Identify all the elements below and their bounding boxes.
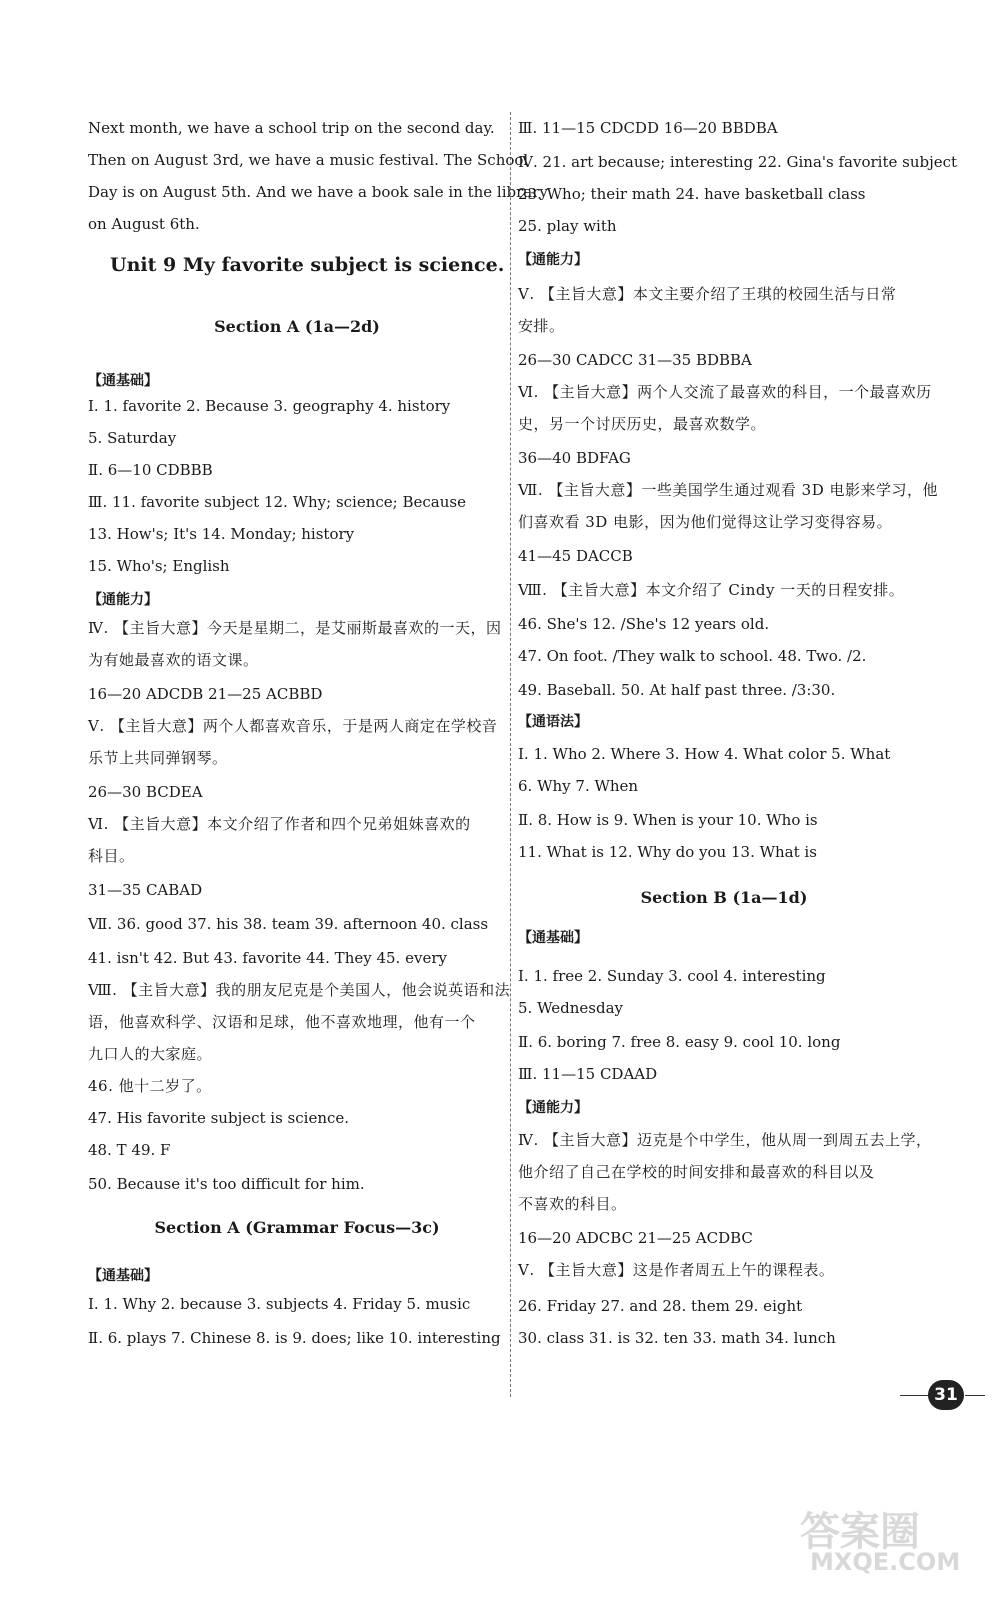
col-left-line-13: 【通能力】 xyxy=(88,592,158,608)
col-left-line-0: Next month, we have a school trip on the second day. xyxy=(88,119,495,137)
col-left-line-33: 【通基础】 xyxy=(88,1268,158,1284)
watermark-url: MXQE.COM xyxy=(810,1548,961,1576)
col-right-line-10: 36—40 BDFAG xyxy=(518,449,631,467)
col-right-line-0: Ⅲ. 11—15 CDCDD 16—20 BBDBA xyxy=(518,119,778,137)
col-left-line-16: 16—20 ADCDB 21—25 ACBBD xyxy=(88,685,323,703)
col-right-line-9: 史，另一个讨厌历史，最喜欢数学。 xyxy=(518,415,767,433)
col-left-line-22: 31—35 CABAD xyxy=(88,881,203,899)
col-right-line-32: 不喜欢的科目。 xyxy=(518,1195,627,1213)
footer-rule-left xyxy=(900,1395,928,1396)
col-right-line-20: 6. Why 7. When xyxy=(518,777,639,795)
col-right-line-26: 5. Wednesday xyxy=(518,999,624,1017)
col-left-line-3: on August 6th. xyxy=(88,215,200,233)
col-right-line-19: Ⅰ. 1. Who 2. Where 3. How 4. What color 5. What xyxy=(518,745,891,763)
col-left-line-25: Ⅷ. 【主旨大意】我的朋友尼克是个美国人，他会说英语和法 xyxy=(88,981,511,999)
col-right-line-30: Ⅳ. 【主旨大意】迈克是个中学生，他从周一到周五去上学， xyxy=(518,1131,932,1149)
right-column xyxy=(518,118,958,1600)
col-left-line-28: 46. 他十二岁了。 xyxy=(88,1077,212,1095)
col-right-line-6: 安排。 xyxy=(518,317,565,335)
col-right-line-14: Ⅷ. 【主旨大意】本文介绍了 Cindy 一天的日程安排。 xyxy=(518,581,905,599)
col-right-line-12: 们喜欢看 3D 电影，因为他们觉得这让学习变得容易。 xyxy=(518,513,893,531)
col-left-line-30: 48. T 49. F xyxy=(88,1141,171,1159)
col-right-line-8: Ⅵ. 【主旨大意】两个人交流了最喜欢的科目，一个最喜欢历 xyxy=(518,383,932,401)
col-left-line-18: 乐节上共同弹钢琴。 xyxy=(88,749,228,767)
col-left-line-11: 13. How's; It's 14. Monday; history xyxy=(88,525,355,543)
col-left-line-9: Ⅱ. 6—10 CDBBB xyxy=(88,461,213,479)
col-left-line-10: Ⅲ. 11. favorite subject 12. Why; science; Because xyxy=(88,493,466,511)
col-left-line-35: Ⅱ. 6. plays 7. Chinese 8. is 9. does; like 10. interesting xyxy=(88,1329,501,1347)
col-left-line-2: Day is on August 5th. And we have a book sale in the library xyxy=(88,183,548,201)
col-right-line-36: 30. class 31. is 32. ten 33. math 34. lunch xyxy=(518,1329,836,1347)
col-left-line-20: Ⅵ. 【主旨大意】本文介绍了作者和四个兄弟姐妹喜欢的 xyxy=(88,815,471,833)
col-right-line-29: 【通能力】 xyxy=(518,1100,588,1116)
col-left-line-31: 50. Because it's too difficult for him. xyxy=(88,1175,365,1193)
col-right-line-5: Ⅴ. 【主旨大意】本文主要介绍了王琪的校园生活与日常 xyxy=(518,285,897,303)
page-number: 31 xyxy=(928,1380,964,1410)
col-right-line-11: Ⅶ. 【主旨大意】一些美国学生通过观看 3D 电影来学习，他 xyxy=(518,481,939,499)
col-right-line-35: 26. Friday 27. and 28. them 29. eight xyxy=(518,1297,803,1315)
col-right-line-24: 【通基础】 xyxy=(518,930,588,946)
col-right-line-23: Section B (1a—1d) xyxy=(640,888,808,907)
footer-rule-right xyxy=(965,1395,985,1396)
col-left-line-34: Ⅰ. 1. Why 2. because 3. subjects 4. Friday 5. music xyxy=(88,1295,471,1313)
col-left-line-19: 26—30 BCDEA xyxy=(88,783,203,801)
col-left-line-24: 41. isn't 42. But 43. favorite 44. They 45. every xyxy=(88,949,447,967)
col-right-line-16: 47. On foot. /They walk to school. 48. Two. /2. xyxy=(518,647,867,665)
column-divider xyxy=(510,112,511,1397)
col-left-line-29: 47. His favorite subject is science. xyxy=(88,1109,350,1127)
col-left-line-14: Ⅳ. 【主旨大意】今天是星期二，是艾丽斯最喜欢的一天，因 xyxy=(88,619,502,637)
col-left-line-8: 5. Saturday xyxy=(88,429,177,447)
col-right-line-7: 26—30 CADCC 31—35 BDBBA xyxy=(518,351,752,369)
col-right-line-13: 41—45 DACCB xyxy=(518,547,633,565)
watermark-logo: 答案圈 xyxy=(800,1509,920,1555)
col-left-line-32: Section A (Grammar Focus—3c) xyxy=(154,1218,440,1237)
col-left-line-26: 语，他喜欢科学、汉语和足球，他不喜欢地理，他有一个 xyxy=(88,1013,476,1031)
col-right-line-33: 16—20 ADCBC 21—25 ACDBC xyxy=(518,1229,753,1247)
col-right-line-22: 11. What is 12. Why do you 13. What is xyxy=(518,843,817,861)
col-left-line-5: Section A (1a—2d) xyxy=(214,317,380,336)
col-left-line-6: 【通基础】 xyxy=(88,373,158,389)
col-left-line-23: Ⅶ. 36. good 37. his 38. team 39. afternoon 40. class xyxy=(88,915,489,933)
col-left-line-4: Unit 9 My favorite subject is science. xyxy=(110,254,505,276)
col-right-line-2: 23. Who; their math 24. have basketball class xyxy=(518,185,866,203)
col-left-line-12: 15. Who's; English xyxy=(88,557,230,575)
col-right-line-18: 【通语法】 xyxy=(518,714,588,730)
col-right-line-25: Ⅰ. 1. free 2. Sunday 3. cool 4. interesting xyxy=(518,967,826,985)
col-right-line-31: 他介绍了自己在学校的时间安排和最喜欢的科目以及 xyxy=(518,1163,875,1181)
col-left-line-15: 为有她最喜欢的语文课。 xyxy=(88,651,259,669)
col-right-line-34: Ⅴ. 【主旨大意】这是作者周五上午的课程表。 xyxy=(518,1261,835,1279)
col-right-line-3: 25. play with xyxy=(518,217,617,235)
col-left-line-7: Ⅰ. 1. favorite 2. Because 3. geography 4. history xyxy=(88,397,451,415)
col-left-line-21: 科目。 xyxy=(88,847,135,865)
col-left-line-17: Ⅴ. 【主旨大意】两个人都喜欢音乐，于是两人商定在学校音 xyxy=(88,717,498,735)
col-right-line-28: Ⅲ. 11—15 CDAAD xyxy=(518,1065,658,1083)
col-right-line-15: 46. She's 12. /She's 12 years old. xyxy=(518,615,770,633)
col-right-line-1: Ⅳ. 21. art because; interesting 22. Gina's favorite subject xyxy=(518,153,958,171)
col-left-line-27: 九口人的大家庭。 xyxy=(88,1045,213,1063)
col-right-line-21: Ⅱ. 8. How is 9. When is your 10. Who is xyxy=(518,811,818,829)
col-right-line-4: 【通能力】 xyxy=(518,252,588,268)
col-right-line-27: Ⅱ. 6. boring 7. free 8. easy 9. cool 10. long xyxy=(518,1033,841,1051)
col-right-line-17: 49. Baseball. 50. At half past three. /3:30. xyxy=(518,681,836,699)
col-left-line-1: Then on August 3rd, we have a music festival. The School xyxy=(88,151,529,169)
